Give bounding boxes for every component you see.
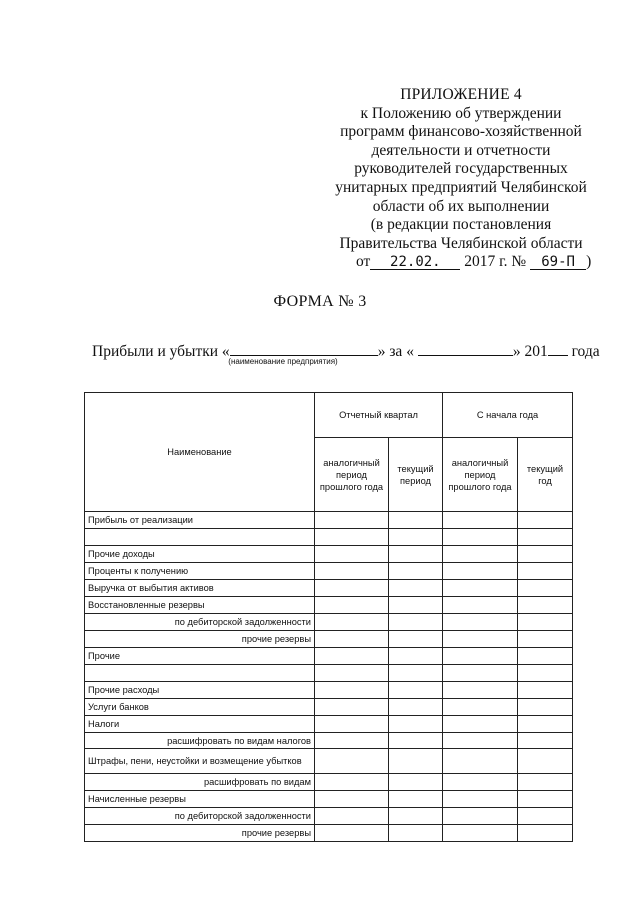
row-label: Прочие доходы — [85, 546, 315, 563]
appendix-line: руководителей государственных — [354, 160, 568, 178]
row-label: Штрафы, пени, неустойки и возмещение убытков — [85, 749, 315, 774]
value-cell[interactable] — [443, 529, 518, 546]
row-label: Проценты к получению — [85, 563, 315, 580]
value-cell[interactable] — [389, 614, 443, 631]
year-field[interactable] — [548, 342, 568, 356]
value-cell[interactable] — [518, 825, 573, 842]
table-row — [85, 733, 573, 749]
form-title: ФОРМА № 3 — [273, 293, 367, 310]
value-cell[interactable] — [518, 648, 573, 665]
subtitle-year: » 201 — [512, 343, 548, 360]
period-field[interactable] — [418, 342, 513, 356]
value-cell[interactable] — [443, 580, 518, 597]
value-cell[interactable] — [315, 808, 389, 825]
table-row — [85, 512, 573, 529]
value-cell[interactable] — [443, 749, 518, 774]
table-row — [85, 774, 573, 791]
table-row — [85, 597, 573, 614]
value-cell[interactable] — [315, 580, 389, 597]
org-name-hint: (наименование предприятия) — [228, 357, 338, 366]
table-row — [85, 665, 573, 682]
appendix-line: (в редакции постановления — [370, 216, 552, 234]
quarter-header: Отчетный квартал — [315, 393, 443, 438]
table-row — [85, 580, 573, 597]
ytd-prev-header: аналогичный период прошлого года — [443, 438, 518, 512]
row-label: Налоги — [85, 716, 315, 733]
value-cell[interactable] — [518, 597, 573, 614]
value-cell[interactable] — [389, 699, 443, 716]
value-cell[interactable] — [389, 716, 443, 733]
value-cell[interactable] — [389, 648, 443, 665]
name-header: Наименование — [85, 393, 315, 512]
value-cell[interactable] — [315, 791, 389, 808]
value-cell[interactable] — [389, 529, 443, 546]
value-cell[interactable] — [389, 665, 443, 682]
row-label: Прибыль от реализации — [85, 512, 315, 529]
appendix-line: деятельности и отчетности — [371, 141, 551, 159]
subtitle-start: Прибыли и убытки « — [92, 343, 230, 360]
value-cell[interactable] — [389, 631, 443, 648]
table-row — [85, 749, 573, 774]
appendix-header — [330, 86, 592, 272]
value-cell[interactable] — [389, 546, 443, 563]
profit-loss-table — [84, 392, 573, 842]
row-label: Начисленные резервы — [85, 791, 315, 808]
table-row — [85, 563, 573, 580]
value-cell[interactable] — [518, 774, 573, 791]
table-row — [85, 529, 573, 546]
table-row — [85, 614, 573, 631]
resolution-date: 22.02. — [370, 255, 460, 270]
row-label: прочие резервы — [85, 631, 315, 648]
row-label — [85, 665, 315, 682]
value-cell[interactable] — [443, 733, 518, 749]
close-paren: ) — [586, 253, 592, 271]
quarter-prev-header: аналогичный период прошлого года — [315, 438, 389, 512]
subtitle-end: года — [571, 343, 600, 360]
year-text: 2017 г. № — [464, 253, 527, 271]
row-label: расшифровать по видам — [85, 774, 315, 791]
value-cell[interactable] — [443, 774, 518, 791]
table-row — [85, 808, 573, 825]
table-row — [85, 631, 573, 648]
table-row — [85, 716, 573, 733]
table-row — [85, 546, 573, 563]
value-cell[interactable] — [315, 546, 389, 563]
value-cell[interactable] — [389, 791, 443, 808]
value-cell[interactable] — [518, 563, 573, 580]
value-cell[interactable] — [443, 791, 518, 808]
value-cell[interactable] — [315, 529, 389, 546]
table-header-row — [85, 393, 573, 438]
quarter-current-header: текущий период — [389, 438, 443, 512]
table-row — [85, 791, 573, 808]
value-cell[interactable] — [443, 699, 518, 716]
table-row — [85, 682, 573, 699]
value-cell[interactable] — [443, 597, 518, 614]
value-cell[interactable] — [389, 733, 443, 749]
value-cell[interactable] — [389, 682, 443, 699]
value-cell[interactable] — [443, 631, 518, 648]
value-cell[interactable] — [315, 512, 389, 529]
appendix-line: к Положению об утверждении — [360, 104, 562, 122]
value-cell[interactable] — [315, 563, 389, 580]
row-label: расшифровать по видам налогов — [85, 733, 315, 749]
value-cell[interactable] — [389, 825, 443, 842]
value-cell[interactable] — [315, 733, 389, 749]
resolution-number: 69-П — [530, 255, 586, 270]
value-cell[interactable] — [389, 597, 443, 614]
appendix-line: области об их выполнении — [372, 197, 550, 215]
table-row — [85, 699, 573, 716]
value-cell[interactable] — [443, 546, 518, 563]
subtitle-mid: » за « — [377, 343, 414, 360]
appendix-line: Правительства Челябинской области — [339, 234, 583, 252]
value-cell[interactable] — [518, 808, 573, 825]
resolution-date-line — [330, 253, 592, 272]
value-cell[interactable] — [443, 648, 518, 665]
value-cell[interactable] — [518, 512, 573, 529]
value-cell[interactable] — [518, 733, 573, 749]
row-label: по дебиторской задолженности — [85, 808, 315, 825]
value-cell[interactable] — [389, 580, 443, 597]
value-cell[interactable] — [443, 563, 518, 580]
value-cell[interactable] — [518, 665, 573, 682]
appendix-title: ПРИЛОЖЕНИЕ 4 — [400, 86, 522, 103]
value-cell[interactable] — [443, 825, 518, 842]
row-label: прочие резервы — [85, 825, 315, 842]
year-to-date-header: С начала года — [443, 393, 573, 438]
row-label: Выручка от выбытия активов — [85, 580, 315, 597]
row-label: Прочие — [85, 648, 315, 665]
value-cell[interactable] — [443, 665, 518, 682]
value-cell[interactable] — [315, 665, 389, 682]
value-cell[interactable] — [518, 631, 573, 648]
value-cell[interactable] — [315, 774, 389, 791]
ytd-current-header: текущий год — [518, 438, 573, 512]
value-cell[interactable] — [315, 597, 389, 614]
value-cell[interactable] — [518, 580, 573, 597]
table-row — [85, 825, 573, 842]
value-cell[interactable] — [315, 614, 389, 631]
value-cell[interactable] — [443, 512, 518, 529]
value-cell[interactable] — [518, 682, 573, 699]
appendix-line: программ финансово-хозяйственной — [340, 123, 582, 141]
value-cell[interactable] — [518, 699, 573, 716]
row-label: Восстановленные резервы — [85, 597, 315, 614]
value-cell[interactable] — [518, 614, 573, 631]
value-cell[interactable] — [518, 546, 573, 563]
value-cell[interactable] — [518, 791, 573, 808]
row-label: Прочие расходы — [85, 682, 315, 699]
value-cell[interactable] — [315, 699, 389, 716]
value-cell[interactable] — [518, 716, 573, 733]
date-prefix: от — [356, 253, 371, 271]
value-cell[interactable] — [389, 808, 443, 825]
org-name-field[interactable] — [230, 342, 378, 356]
row-label: Услуги банков — [85, 699, 315, 716]
value-cell[interactable] — [389, 774, 443, 791]
value-cell[interactable] — [518, 529, 573, 546]
value-cell[interactable] — [315, 682, 389, 699]
value-cell[interactable] — [443, 682, 518, 699]
value-cell[interactable] — [315, 648, 389, 665]
appendix-line: унитарных предприятий Челябинской — [335, 178, 587, 196]
value-cell[interactable] — [389, 512, 443, 529]
value-cell[interactable] — [315, 631, 389, 648]
value-cell[interactable] — [443, 808, 518, 825]
value-cell[interactable] — [443, 614, 518, 631]
row-label: по дебиторской задолженности — [85, 614, 315, 631]
value-cell[interactable] — [315, 749, 389, 774]
value-cell[interactable] — [315, 716, 389, 733]
value-cell[interactable] — [389, 749, 443, 774]
value-cell[interactable] — [315, 825, 389, 842]
row-label — [85, 529, 315, 546]
table-row — [85, 648, 573, 665]
value-cell[interactable] — [518, 749, 573, 774]
value-cell[interactable] — [389, 563, 443, 580]
value-cell[interactable] — [443, 716, 518, 733]
